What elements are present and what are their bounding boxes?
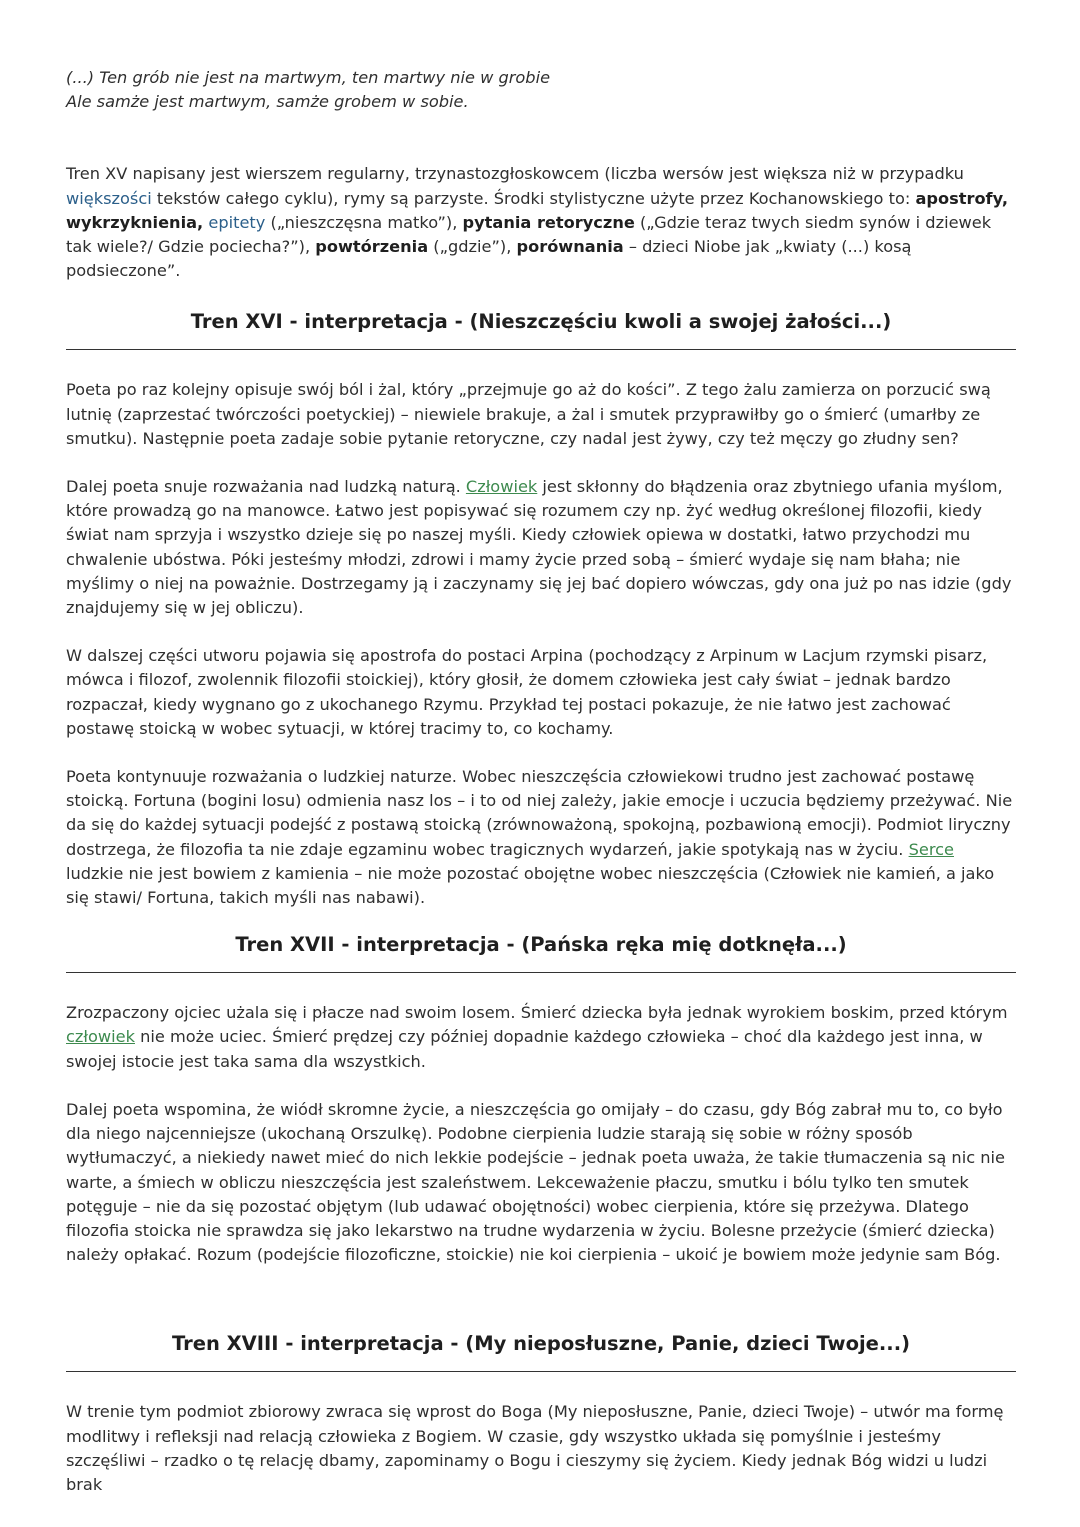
link-wiekszosci[interactable]: większości bbox=[66, 188, 152, 208]
tren17-paragraph-2: Dalej poeta wspomina, że wiódł skromne życie, a nieszczęścia go omijały – do czasu, gdy Bóg zabrał mu to, co było dla niego najcenniejsze (ukochaną Orszulkę). Podobne cierpienia ludzie starają się sobie w różny sposób wytłumaczyć, a niekiedy nawet mieć do nich lekkie podejście – jednak poeta uważa, że takie tłumaczenia są nic nie warte, a śmiech w obliczu nieszczęścia jest szaleństwem. Lekceważenie płaczu, smutku i bólu tylko ten smutek potęguje – nie da się pozostać objętym (lub udawać obojętności) wobec cierpienia, które się przeżywa. Dlatego filozofia stoicka nie sprawdza się jako lekarstwo na trudne wydarzenia w życiu. Bolesne przeżycie (śmierć dziecka) należy opłakać. Rozum (podejście filozoficzne, stoickie) nie koi cierpienia – ukoić je bowiem może jedynie sam Bóg. bbox=[66, 1099, 1005, 1265]
text-run: („gdzie”), bbox=[428, 237, 517, 257]
quote-line-2: Ale samże jest martwym, samże grobem w sobie. bbox=[66, 92, 469, 112]
text-run: tekstów całego cyklu), rymy są parzyste. Środki stylistyczne użyte przez Kochanowskiego to: bbox=[151, 188, 916, 208]
link-czlowiek[interactable]: Człowiek bbox=[465, 477, 538, 497]
text-run: Dalej poeta snuje rozważania nad ludzką naturą. bbox=[66, 477, 466, 497]
document-page bbox=[66, 66, 1016, 1497]
tren18-paragraph-1: W trenie tym podmiot zbiorowy zwraca się wprost do Boga (My nieposłuszne, Panie, dzieci Twoje) – utwór ma formę modlitwy i refleksji nad relacją człowieka z Bogiem. W czasie, gdy wszystko układa się pomyślnie i jesteśmy szczęśliwi – rzadko o tę relację dbamy, zapominamy o Bogu i cieszymy się życiem. Kiedy jednak Bóg widzi u ludzi brak bbox=[66, 1402, 1004, 1494]
text-run: Poeta kontynuuje rozważania o ludzkiej naturze. Wobec nieszczęścia człowiekowi trudno jest zachować postawę stoicką. Fortuna (bogini losu) odmienia nasz los – i to od niej zależy, jakie emocje i uczucia będziemy przeżywać. Nie da się do każdej sytuacji podejść z postawą stoicką (zrównoważoną, spokojną, pozbawioną emocji). Podmiot liryczny dostrzega, że filozofia ta nie zdaje egzaminu wobec tragicznych wydarzeń, jakie spotykają nas w życiu. bbox=[66, 767, 1013, 859]
tren17-paragraph-1 bbox=[66, 1001, 1016, 1074]
link-czlowiek-2[interactable]: człowiek bbox=[66, 1027, 135, 1047]
text-run: („nieszczęsna matko”), bbox=[265, 212, 463, 232]
text-run: jest skłonny do błądzenia oraz zbytniego ufania myślom, które prowadzą go na manowce. Łatwo jest popisywać się rozumem czy np. żyć według określonej filozofii, kiedy świat nam sprzyja i wszystko dzieje się po naszej myśli. Kiedy człowiek opiewa w dostatki, łatwo przychodzi mu chwalenie ubóstwa. Póki jesteśmy młodzi, zdrowi i mamy życie przed sobą – śmierć wydaje się nam błaha; nie myślimy o niej na poważnie. Dostrzegamy ją i zaczynamy się jej bać dopiero wówczas, gdy ona już po nas idzie (gdy znajdujemy się w jej obliczu). bbox=[66, 477, 1012, 618]
text-run: nie może uciec. Śmierć prędzej czy później dopadnie każdego człowieka – choć dla każdego jest inna, w swojej istocie jest taka sama dla wszystkich. bbox=[66, 1027, 983, 1071]
link-serce[interactable]: Serce bbox=[908, 839, 954, 859]
bold-pytania: pytania retoryczne bbox=[462, 212, 635, 232]
heading-tren-16: Tren XVI - interpretacja - (Nieszczęściu kwoli a swojej żałości...) bbox=[190, 310, 892, 334]
tren16-paragraph-4 bbox=[66, 765, 1016, 910]
heading-tren-18: Tren XVIII - interpretacja - (My nieposłuszne, Panie, dzieci Twoje...) bbox=[171, 1332, 911, 1356]
bold-powtorzenia: powtórzenia bbox=[315, 237, 429, 257]
text-run: Zrozpaczony ojciec użala się i płacze nad swoim losem. Śmierć dziecka była jednak wyrokiem boskim, przed którym bbox=[66, 1003, 1008, 1023]
heading-tren-17: Tren XVII - interpretacja - (Pańska ręka mię dotknęła...) bbox=[235, 933, 847, 957]
bold-porownania: porównania bbox=[516, 237, 624, 257]
quote-block bbox=[66, 66, 1016, 114]
tren16-paragraph-3: W dalszej części utworu pojawia się apostrofa do postaci Arpina (pochodzący z Arpinum w Lacjum rzymski pisarz, mówca i filozof, zwolennik filozofii stoickiej), który głosił, że domem człowieka jest cały świat – jednak bardzo rozpaczał, kiedy wygnano go z ukochanego Rzymu. Przykład tej postaci pokazuje, że nie łatwo jest zachować postawę stoicką w wobec sytuacji, w której tracimy to, co kochamy. bbox=[66, 646, 988, 738]
quote-line-1: (...) Ten grób nie jest na martwym, ten martwy nie w grobie bbox=[66, 68, 551, 87]
tren16-paragraph-2 bbox=[66, 475, 1016, 620]
tren16-paragraph-1: Poeta po raz kolejny opisuje swój ból i żal, który „przejmuje go aż do kości”. Z tego żalu zamierza on porzucić swą lutnię (zaprzestać twórczości poetyckiej) – niewiele brakuje, a żal i smutek przyprawiłby go o śmierć (umarłby ze smutku). Następnie poeta zadaje sobie pytanie retoryczne, czy nadal jest żywy, czy też męczy go złudny sen? bbox=[66, 380, 991, 448]
bold-apostrofy: apostrofy, wykrzyknienia, bbox=[66, 188, 1009, 232]
tren15-paragraph bbox=[66, 162, 1016, 283]
text-run: („Gdzie teraz twych siedm synów i dziewek tak wiele?/ Gdzie pociecha?”), bbox=[66, 212, 992, 257]
text-run: ludzkie nie jest bowiem z kamienia – nie może pozostać obojętne wobec nieszczęścia (Człowiek nie kamień, a jako się stawi/ Fortuna, takich myśli nas nabawi). bbox=[66, 863, 995, 908]
text-run: Tren XV napisany jest wierszem regularny, trzynastozgłoskowcem (liczba wersów jest większa niż w przypadku bbox=[66, 164, 964, 184]
link-epitety[interactable]: epitety bbox=[208, 212, 266, 232]
text-run: – dzieci Niobe jak „kwiaty (...) kosą podsieczone”. bbox=[66, 237, 912, 281]
